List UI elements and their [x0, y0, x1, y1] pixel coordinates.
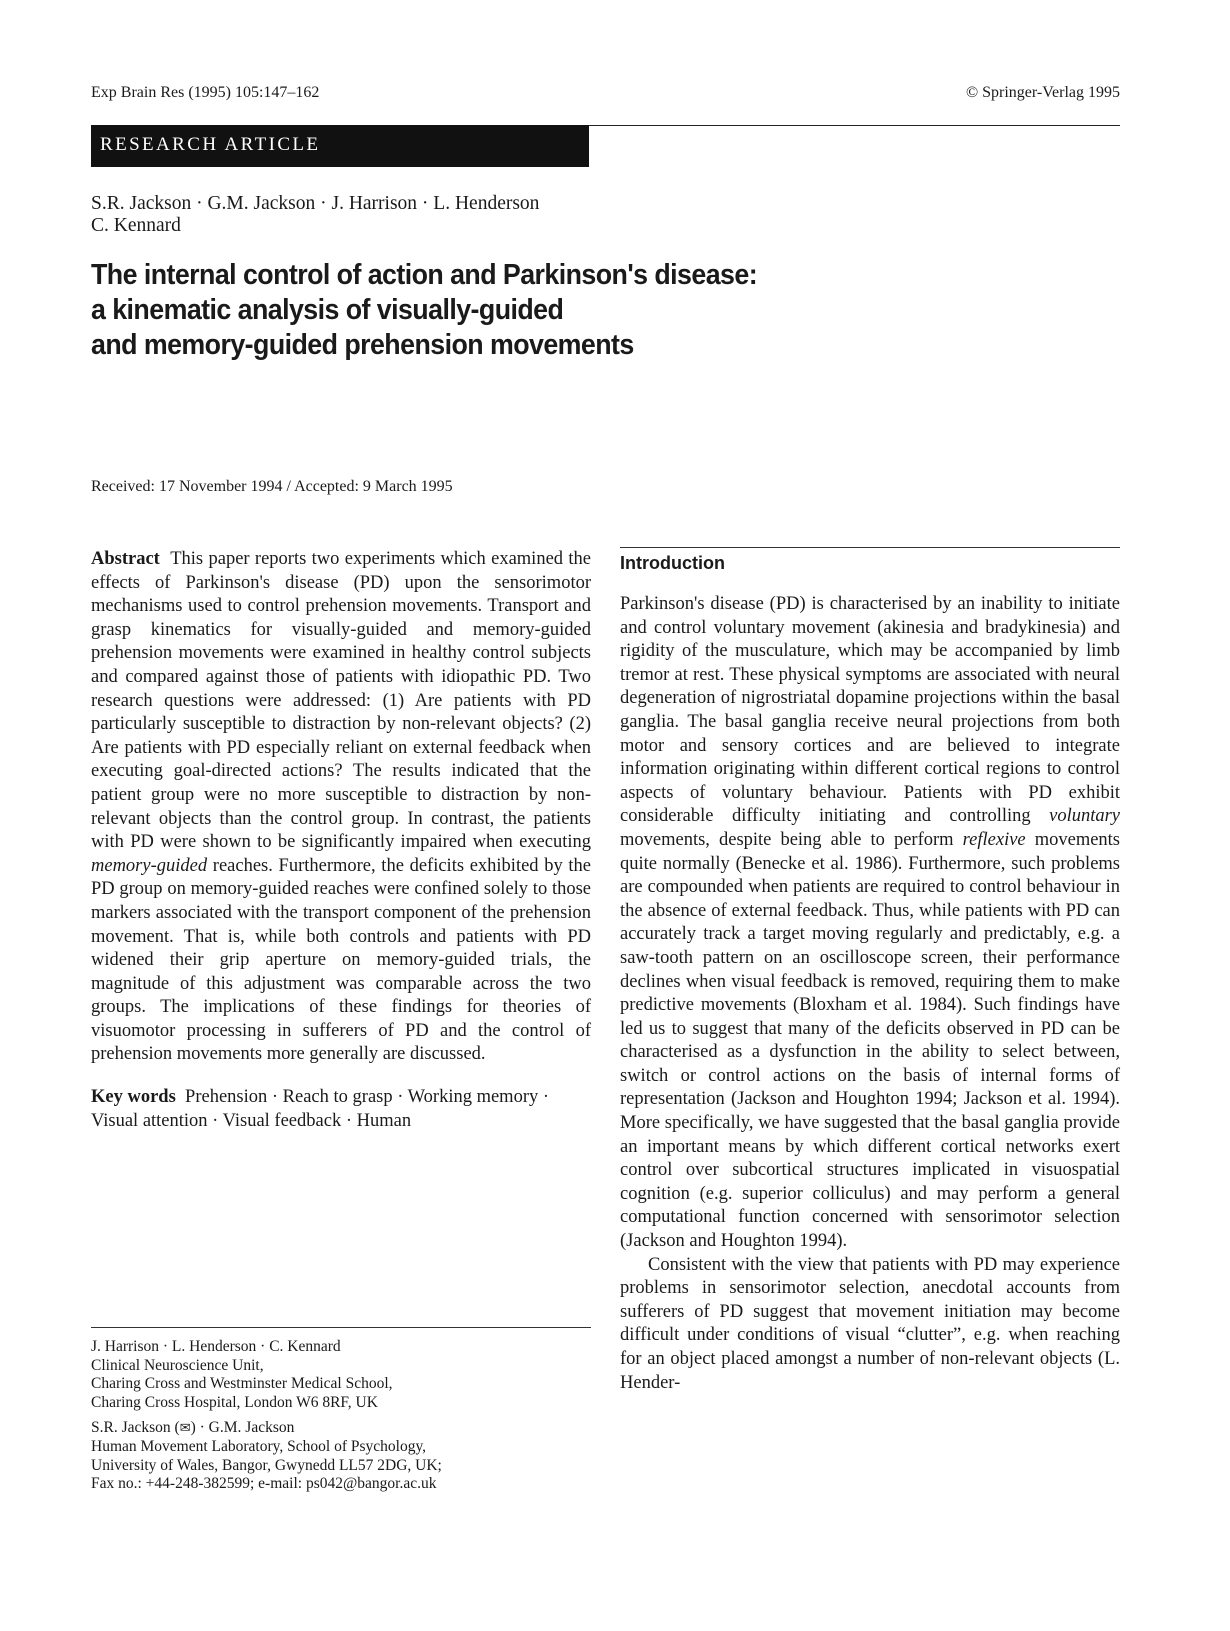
author-line: C. Kennard — [91, 215, 181, 236]
intro-emphasis: voluntary — [1049, 806, 1121, 827]
affiliation-line: ) · G.M. Jackson — [190, 1419, 295, 1437]
affiliation-line: University of Wales, Bangor, Gwynedd LL57 2DG, UK; — [91, 1456, 442, 1474]
article-type-banner: RESEARCH ARTICLE — [91, 125, 589, 167]
copyright-notice: © Springer-Verlag 1995 — [965, 84, 1120, 101]
keywords-text: Prehension · Reach to grasp · Working memory · Visual attention · Visual feedback · Human — [91, 1087, 550, 1131]
intro-text: Parkinson's disease (PD) is characterised by an inability to initiate and control voluntary movement (akinesia and bradykinesia) and rigidity of the musculature, which may be accompanied by limb tremor at rest. These physical symptoms are associated with neural degeneration of nigrostriatal dopamine projections within the basal ganglia. The basal ganglia receive neural projections from both motor and sensory cortices and are believed to integrate information originating within different cortical regions to control aspects of voluntary behaviour. Patients with PD exhibit considerable difficulty initiating and controlling — [620, 594, 1120, 827]
affiliation-line: Clinical Neuroscience Unit, — [91, 1356, 264, 1374]
section-heading: Introduction — [620, 553, 725, 573]
author-line: S.R. Jackson · G.M. Jackson · J. Harrison · L. Henderson — [91, 193, 540, 214]
affiliation-block — [91, 1338, 442, 1412]
title-line: a kinematic analysis of visually-guided — [91, 294, 564, 326]
abstract-emphasis: memory-guided — [91, 855, 208, 876]
paper-title — [91, 258, 757, 363]
author-list — [91, 193, 539, 237]
corresponding-author — [91, 1419, 294, 1436]
title-line: The internal control of action and Parkinson's disease: — [91, 259, 758, 291]
abstract-text: reaches. Furthermore, the deficits exhibited by the PD group on memory-guided reaches were confined solely to those markers associated with the transport component of the prehension movement. That is, while both controls and patients with PD widened their grip aperture on memory-guided trials, the magnitude of this adjustment was comparable across the two groups. The implications of these findings for theories of visuomotor processing in sufferers of PD and the control of prehension movements more generally are discussed. — [91, 855, 591, 1065]
affiliation-line: Human Movement Laboratory, School of Psychology, — [91, 1437, 427, 1455]
abstract-label: Abstract — [91, 549, 160, 569]
envelope-icon: ✉ — [179, 1420, 191, 1436]
received-dates: Received: 17 November 1994 / Accepted: 9 March 1995 — [91, 478, 453, 495]
affiliation-line: S.R. Jackson ( — [91, 1419, 180, 1437]
affiliations — [91, 1338, 442, 1501]
email-line: Fax no.: +44-248-382599; e-mail: ps042@bangor.ac.uk — [91, 1475, 437, 1493]
affiliation-rule — [91, 1327, 591, 1328]
affiliation-line: Charing Cross and Westminster Medical School, — [91, 1375, 393, 1393]
abstract-paragraph — [91, 548, 591, 1067]
affiliation-line: Charing Cross Hospital, London W6 8RF, UK — [91, 1393, 378, 1411]
keywords-label: Key words — [91, 1087, 176, 1108]
introduction-section — [620, 593, 1120, 1395]
journal-citation: Exp Brain Res (1995) 105:147–162 — [91, 84, 320, 101]
affiliation-block — [91, 1419, 442, 1493]
introduction-rule — [620, 547, 1120, 548]
abstract-text: This paper reports two experiments which examined the effects of Parkinson's disease (PD) upon the sensorimotor mechanisms used to control prehension movements. Transport and grasp kinematics for visually-guided and memory-guided prehension movements were examined in healthy control subjects and compared against those of patients with idiopathic PD. Two research questions were addressed: (1) Are patients with PD particularly susceptible to distraction by non-relevant objects? (2) Are patients with PD especially reliant on external feedback when executing goal-directed actions? The results indicated that the patient group were no more susceptible to distraction by non-relevant objects than the control group. In contrast, the patients with PD were shown to be significantly impaired when executing — [91, 549, 591, 853]
intro-text: movements quite normally (Benecke et al. 1986). Furthermore, such problems are compounded when patients are required to control behaviour in the absence of external feedback. Thus, while patients with PD can accurately track a target moving regularly and predictably, e.g. a saw-tooth pattern on an oscilloscope screen, their performance declines when visual feedback is removed, requiring them to make predictive movements (Bloxham et al. 1984). Such findings have led us to suggest that many of the deficits observed in PD can be characterised as a dysfunction in the ability to select between, switch or control actions on the basis of internal forms of representation (Jackson and Houghton 1994; Jackson et al. 1994). More specifically, we have suggested that the basal ganglia provide an important means by which different cortical networks exert control over subcortical structures implicated in visuospatial cognition (e.g. superior colliculus) and may perform a general computational function concerned with sensorimotor selection (Jackson and Houghton 1994). — [620, 829, 1121, 1252]
abstract-section — [91, 548, 591, 1133]
intro-paragraph: Consistent with the view that patients with PD may experience problems in sensorimotor selection, anecdotal accounts from sufferers of PD suggest that movement initiation may become difficult under conditions of visual “clutter”, e.g. when reaching for an object placed amongst a number of non-relevant objects (L. Hender- — [620, 1254, 1120, 1393]
affiliation-line: J. Harrison · L. Henderson · C. Kennard — [91, 1338, 341, 1355]
intro-paragraph — [620, 593, 1120, 1254]
title-line: and memory-guided prehension movements — [91, 329, 634, 361]
intro-emphasis: reflexive — [962, 829, 1026, 850]
intro-text: movements, despite being able to perform — [620, 829, 954, 850]
keywords-paragraph — [91, 1086, 591, 1133]
